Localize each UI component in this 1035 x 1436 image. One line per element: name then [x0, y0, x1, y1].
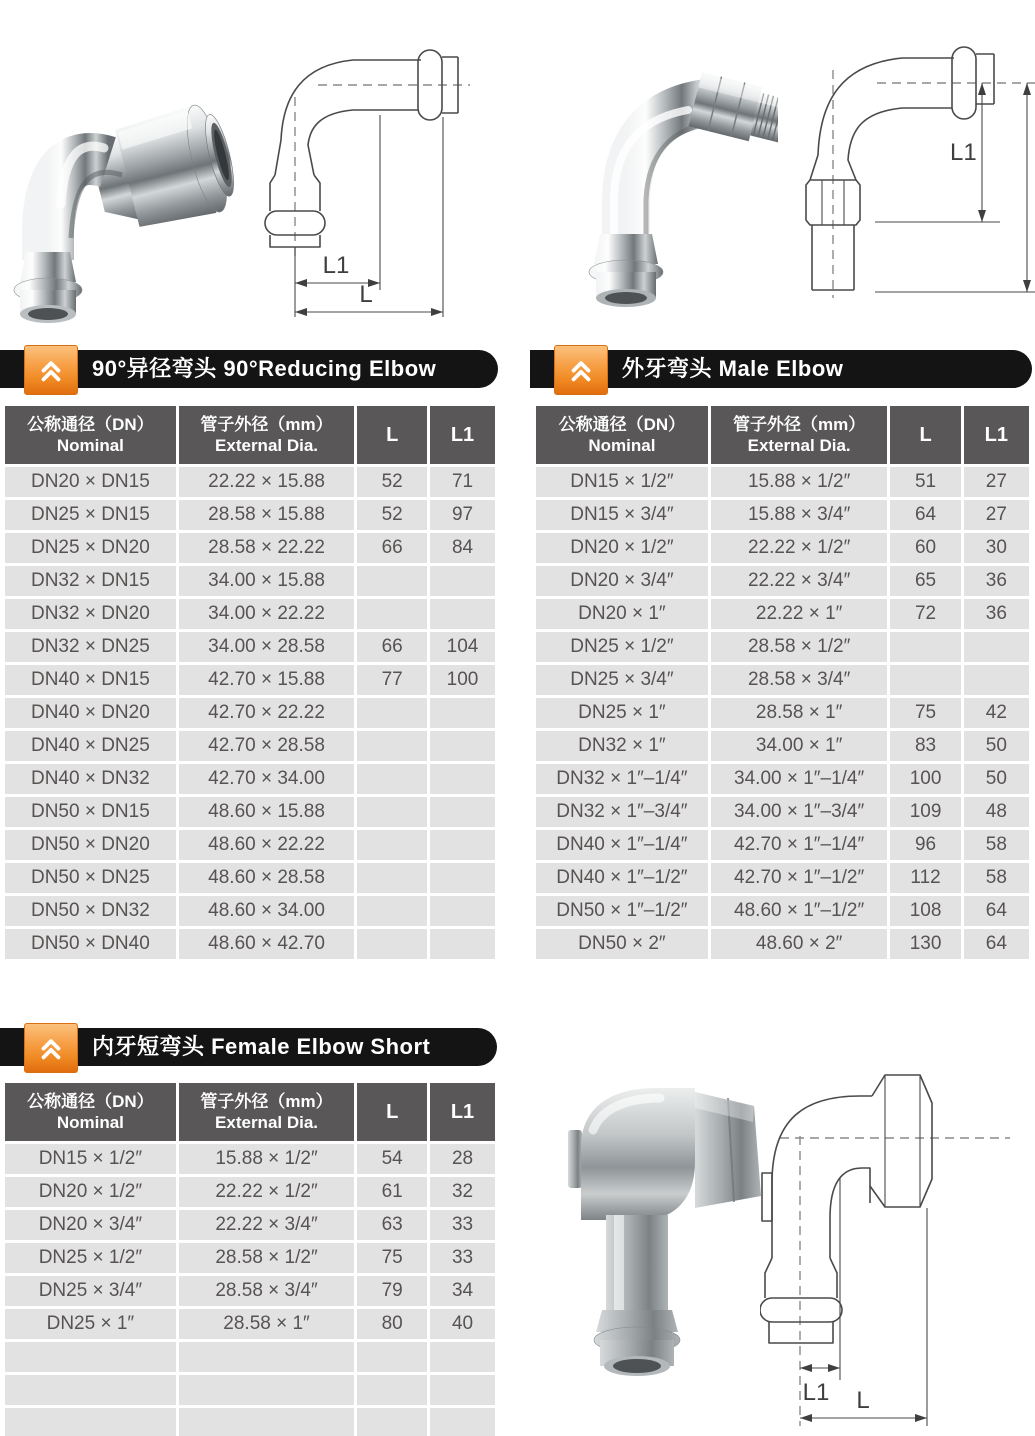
table-cell: 28.58 × 22.22: [179, 533, 355, 563]
table-cell: 48.60 × 42.70: [179, 929, 355, 959]
female-elbow-short-table: [2, 1080, 498, 1436]
table-cell: 22.22 × 1/2″: [179, 1177, 355, 1207]
table-cell: 77: [357, 665, 427, 695]
table-row: [5, 1144, 495, 1174]
table-cell: [430, 1342, 495, 1372]
table-cell: 22.22 × 15.88: [179, 467, 355, 497]
table-cell: DN20 × 1″: [536, 599, 708, 629]
table-row: [536, 467, 1029, 497]
table-cell: DN32 × DN25: [5, 632, 176, 662]
table-cell: 22.22 × 3/4″: [711, 566, 888, 596]
table-cell: [430, 929, 495, 959]
table-cell: 63: [357, 1210, 427, 1240]
svg-text:L1: L1: [802, 1379, 830, 1406]
table-cell: DN50 × 2″: [536, 929, 708, 959]
table-cell: [5, 1408, 176, 1436]
table-cell: 64: [964, 929, 1029, 959]
table-row: [5, 1309, 495, 1339]
table-cell: DN32 × 1″–1/4″: [536, 764, 708, 794]
table-cell: 97: [430, 500, 495, 530]
table-cell: 58: [964, 863, 1029, 893]
table-cell: [357, 1342, 427, 1372]
table-header-row: [5, 1083, 495, 1141]
table-cell: 28.58 × 3/4″: [179, 1276, 355, 1306]
table-cell: DN32 × DN15: [5, 566, 176, 596]
table-cell: 22.22 × 3/4″: [179, 1210, 355, 1240]
table-cell: [179, 1375, 355, 1405]
reducing-elbow-photo: [8, 42, 253, 327]
table-cell: [357, 566, 427, 596]
table-cell: [357, 830, 427, 860]
table-cell: [5, 1375, 176, 1405]
table-cell: 130: [890, 929, 960, 959]
table-cell: 48.60 × 22.22: [179, 830, 355, 860]
table-row: [536, 863, 1029, 893]
table-cell: 33: [430, 1210, 495, 1240]
table-cell: 42.70 × 22.22: [179, 698, 355, 728]
table-cell: [357, 896, 427, 926]
table-cell: 36: [964, 599, 1029, 629]
table-cell: 34.00 × 1″–1/4″: [711, 764, 888, 794]
table-cell: 61: [357, 1177, 427, 1207]
table-row: [536, 896, 1029, 926]
column-header-l: L: [890, 406, 960, 464]
table-cell: DN25 × DN15: [5, 500, 176, 530]
table-cell: [179, 1342, 355, 1372]
table-cell: DN40 × DN20: [5, 698, 176, 728]
table-cell: 42.70 × 15.88: [179, 665, 355, 695]
table-cell: 34.00 × 22.22: [179, 599, 355, 629]
section-header-male-elbow: [530, 350, 1032, 388]
table-cell: [357, 764, 427, 794]
table-cell: 28: [430, 1144, 495, 1174]
table-cell: [964, 632, 1029, 662]
table-cell: DN20 × 3/4″: [5, 1210, 176, 1240]
column-header-l: L: [357, 406, 427, 464]
column-header-l1: L1: [430, 406, 495, 464]
table-cell: 80: [357, 1309, 427, 1339]
table-cell: 27: [964, 500, 1029, 530]
table-cell: 48.60 × 1″–1/2″: [711, 896, 888, 926]
table-cell: DN15 × 3/4″: [536, 500, 708, 530]
table-cell: 34.00 × 1″–3/4″: [711, 797, 888, 827]
table-cell: DN25 × DN20: [5, 533, 176, 563]
table-row: [536, 500, 1029, 530]
table-row: [5, 500, 495, 530]
dimension-l: [295, 281, 443, 316]
table-cell: 28.58 × 1/2″: [711, 632, 888, 662]
table-cell: DN40 × DN32: [5, 764, 176, 794]
svg-text:L1: L1: [322, 252, 350, 279]
table-cell: DN20 × 1/2″: [5, 1177, 176, 1207]
table-cell: 48.60 × 2″: [711, 929, 888, 959]
table-cell: DN20 × 1/2″: [536, 533, 708, 563]
table-header-row: [536, 406, 1029, 464]
table-cell: DN20 × 3/4″: [536, 566, 708, 596]
section-marker: [24, 345, 78, 395]
table-row: [5, 566, 495, 596]
table-cell: [357, 698, 427, 728]
table-row: [5, 1375, 495, 1405]
table-cell: 51: [890, 467, 960, 497]
table-row: [5, 1342, 495, 1372]
table-row: [5, 533, 495, 563]
table-cell: DN25 × 1″: [536, 698, 708, 728]
table-cell: 64: [964, 896, 1029, 926]
table-cell: DN50 × DN15: [5, 797, 176, 827]
table-cell: [964, 665, 1029, 695]
table-cell: 50: [964, 764, 1029, 794]
table-cell: [430, 1375, 495, 1405]
table-cell: 34.00 × 28.58: [179, 632, 355, 662]
reducing-elbow-table: [2, 403, 498, 962]
table-cell: 34.00 × 1″: [711, 731, 888, 761]
table-row: [5, 467, 495, 497]
table-cell: DN32 × 1″–3/4″: [536, 797, 708, 827]
table-row: [5, 764, 495, 794]
table-cell: DN25 × 1/2″: [5, 1243, 176, 1273]
dimension-overall: [1023, 83, 1031, 292]
table-cell: DN25 × 1/2″: [536, 632, 708, 662]
table-cell: DN50 × DN40: [5, 929, 176, 959]
table-cell: [357, 929, 427, 959]
table-row: [5, 599, 495, 629]
table-row: [536, 533, 1029, 563]
table-cell: 42.70 × 28.58: [179, 731, 355, 761]
chevron-double-up-icon: [36, 355, 66, 385]
table-row: [536, 698, 1029, 728]
table-cell: 28.58 × 1″: [179, 1309, 355, 1339]
table-row: [536, 764, 1029, 794]
column-header-l: L: [357, 1083, 427, 1141]
table-cell: 52: [357, 467, 427, 497]
table-cell: 58: [964, 830, 1029, 860]
column-header-nominal: 公称通径（DN） Nominal: [5, 1083, 176, 1141]
column-header-external-dia: 管子外径（mm） External Dia.: [179, 1083, 355, 1141]
table-cell: DN50 × DN32: [5, 896, 176, 926]
table-cell: 34: [430, 1276, 495, 1306]
table-cell: 30: [964, 533, 1029, 563]
table-row: [5, 830, 495, 860]
svg-text:L1: L1: [950, 139, 977, 166]
table-cell: 40: [430, 1309, 495, 1339]
table-cell: 42.70 × 1″–1/4″: [711, 830, 888, 860]
column-header-nominal: 公称通径（DN） Nominal: [536, 406, 708, 464]
female-elbow-short-photo: [548, 1060, 773, 1380]
table-cell: DN25 × 1″: [5, 1309, 176, 1339]
table-cell: [430, 566, 495, 596]
table-cell: 66: [357, 632, 427, 662]
table-cell: [430, 863, 495, 893]
table-cell: 28.58 × 1/2″: [179, 1243, 355, 1273]
table-cell: DN32 × DN20: [5, 599, 176, 629]
table-cell: 32: [430, 1177, 495, 1207]
table-row: [5, 797, 495, 827]
table-cell: 112: [890, 863, 960, 893]
column-header-nominal: 公称通径（DN） Nominal: [5, 406, 176, 464]
table-cell: DN40 × 1″–1/2″: [536, 863, 708, 893]
table-cell: DN25 × 3/4″: [5, 1276, 176, 1306]
table-row: [536, 566, 1029, 596]
table-cell: 28.58 × 15.88: [179, 500, 355, 530]
table-cell: 109: [890, 797, 960, 827]
section-title: 90°异径弯头 90°Reducing Elbow: [92, 356, 437, 381]
table-row: [5, 665, 495, 695]
table-cell: 42.70 × 34.00: [179, 764, 355, 794]
table-row: [536, 929, 1029, 959]
table-cell: 60: [890, 533, 960, 563]
table-cell: [179, 1408, 355, 1436]
table-cell: 33: [430, 1243, 495, 1273]
male-elbow-table: [533, 403, 1032, 962]
table-cell: [430, 764, 495, 794]
table-cell: 84: [430, 533, 495, 563]
table-cell: [430, 830, 495, 860]
table-cell: [5, 1342, 176, 1372]
table-cell: 71: [430, 467, 495, 497]
table-cell: DN50 × DN25: [5, 863, 176, 893]
table-cell: 48: [964, 797, 1029, 827]
table-cell: 34.00 × 15.88: [179, 566, 355, 596]
table-cell: 65: [890, 566, 960, 596]
table-cell: 36: [964, 566, 1029, 596]
table-row: [5, 1243, 495, 1273]
table-cell: 27: [964, 467, 1029, 497]
table-cell: DN20 × DN15: [5, 467, 176, 497]
table-cell: 42.70 × 1″–1/2″: [711, 863, 888, 893]
dimension-l1: [800, 1364, 840, 1406]
table-cell: 104: [430, 632, 495, 662]
table-cell: DN50 × DN20: [5, 830, 176, 860]
table-cell: [430, 1408, 495, 1436]
table-cell: 48.60 × 15.88: [179, 797, 355, 827]
table-cell: [357, 1375, 427, 1405]
table-row: [5, 698, 495, 728]
table-header-row: [5, 406, 495, 464]
svg-text:L: L: [856, 1387, 870, 1414]
table-cell: 48.60 × 34.00: [179, 896, 355, 926]
table-cell: 48.60 × 28.58: [179, 863, 355, 893]
table-cell: 72: [890, 599, 960, 629]
table-cell: [430, 731, 495, 761]
table-row: [5, 1210, 495, 1240]
table-row: [536, 797, 1029, 827]
table-cell: 75: [357, 1243, 427, 1273]
male-elbow-photo: [548, 28, 778, 328]
section-marker: [24, 1023, 78, 1073]
table-row: [5, 731, 495, 761]
table-cell: DN25 × 3/4″: [536, 665, 708, 695]
table-cell: 79: [357, 1276, 427, 1306]
table-cell: 64: [890, 500, 960, 530]
table-cell: 52: [357, 500, 427, 530]
female-elbow-short-drawing: [760, 1058, 1035, 1433]
svg-text:L: L: [359, 281, 373, 308]
table-row: [5, 632, 495, 662]
table-cell: 100: [430, 665, 495, 695]
section-title: 内牙短弯头 Female Elbow Short: [92, 1034, 431, 1059]
table-row: [536, 731, 1029, 761]
section-title: 外牙弯头 Male Elbow: [622, 356, 844, 381]
table-cell: [357, 599, 427, 629]
section-marker: [554, 345, 608, 395]
male-elbow-drawing: [782, 40, 1035, 325]
chevron-double-up-icon: [566, 355, 596, 385]
table-cell: 28.58 × 1″: [711, 698, 888, 728]
table-cell: 108: [890, 896, 960, 926]
table-row: [5, 929, 495, 959]
table-row: [5, 896, 495, 926]
table-row: [5, 863, 495, 893]
table-cell: 22.22 × 1″: [711, 599, 888, 629]
table-cell: 50: [964, 731, 1029, 761]
table-cell: [430, 797, 495, 827]
table-cell: [430, 698, 495, 728]
table-cell: 15.88 × 3/4″: [711, 500, 888, 530]
column-header-external-dia: 管子外径（mm） External Dia.: [179, 406, 355, 464]
table-cell: 96: [890, 830, 960, 860]
table-cell: 100: [890, 764, 960, 794]
chevron-double-up-icon: [36, 1033, 66, 1063]
table-cell: [357, 731, 427, 761]
table-cell: [890, 665, 960, 695]
table-row: [536, 830, 1029, 860]
table-cell: DN40 × DN15: [5, 665, 176, 695]
section-header-female-elbow-short: [0, 1028, 497, 1066]
column-header-l1: L1: [964, 406, 1029, 464]
table-cell: 28.58 × 3/4″: [711, 665, 888, 695]
table-cell: 22.22 × 1/2″: [711, 533, 888, 563]
table-cell: DN32 × 1″: [536, 731, 708, 761]
table-cell: DN15 × 1/2″: [5, 1144, 176, 1174]
table-cell: 15.88 × 1/2″: [711, 467, 888, 497]
table-cell: [430, 896, 495, 926]
reducing-elbow-drawing: [258, 45, 478, 330]
table-cell: 75: [890, 698, 960, 728]
column-header-l1: L1: [430, 1083, 495, 1141]
section-header-reducing-elbow: [0, 350, 498, 388]
table-cell: DN50 × 1″–1/2″: [536, 896, 708, 926]
table-row: [5, 1276, 495, 1306]
table-cell: DN40 × DN25: [5, 731, 176, 761]
table-cell: 15.88 × 1/2″: [179, 1144, 355, 1174]
table-cell: [890, 632, 960, 662]
table-row: [536, 599, 1029, 629]
table-cell: 54: [357, 1144, 427, 1174]
table-cell: [430, 599, 495, 629]
table-cell: DN40 × 1″–1/4″: [536, 830, 708, 860]
table-row: [5, 1408, 495, 1436]
table-row: [536, 632, 1029, 662]
table-cell: 42: [964, 698, 1029, 728]
column-header-external-dia: 管子外径（mm） External Dia.: [711, 406, 888, 464]
table-cell: 83: [890, 731, 960, 761]
table-row: [536, 665, 1029, 695]
table-cell: [357, 863, 427, 893]
table-cell: 66: [357, 533, 427, 563]
table-cell: [357, 797, 427, 827]
table-cell: DN15 × 1/2″: [536, 467, 708, 497]
table-cell: [357, 1408, 427, 1436]
table-row: [5, 1177, 495, 1207]
